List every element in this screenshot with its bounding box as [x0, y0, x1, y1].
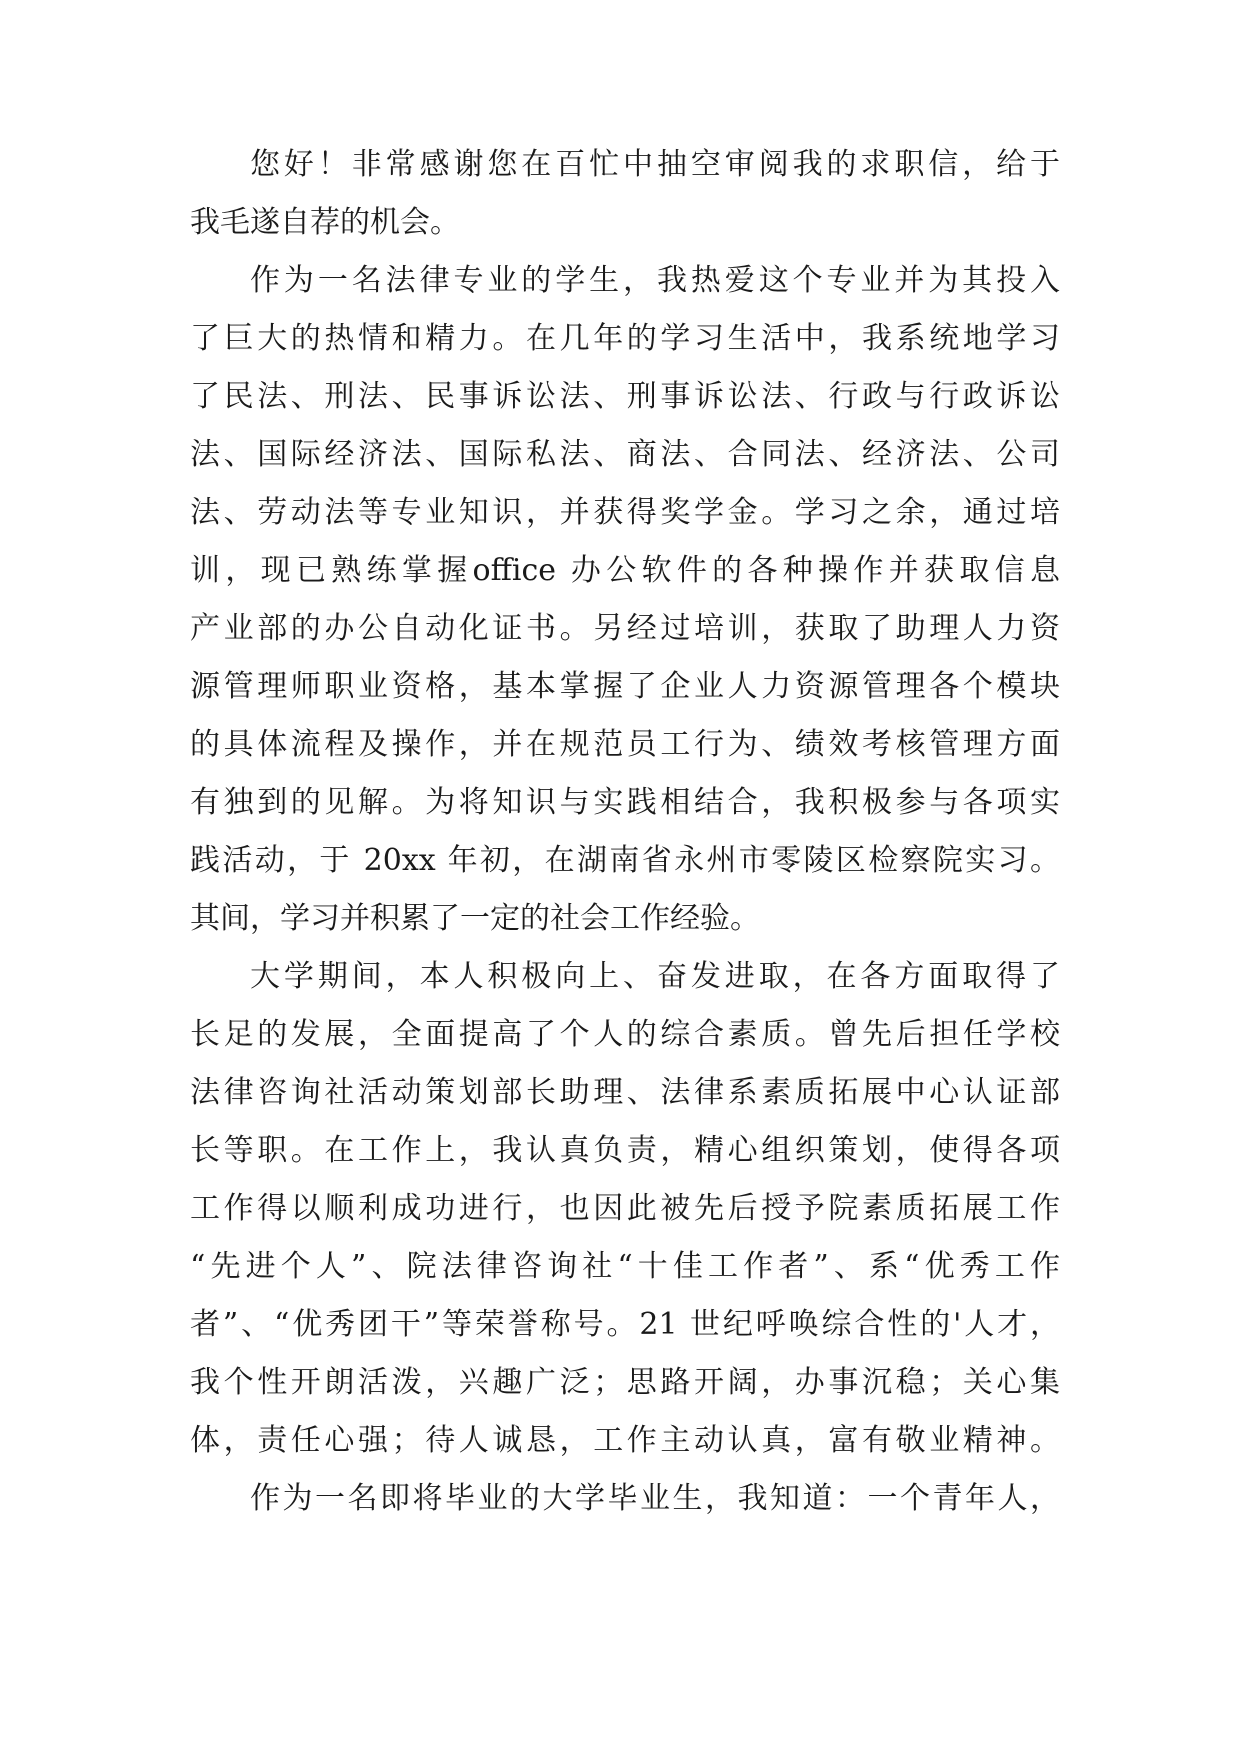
- paragraph-line: 您好！非常感谢您在百忙中抽空审阅我的求职信，给于: [250, 147, 1060, 182]
- paragraph-line: 长等职。在工作上，我认真负责，精心组织策划，使得各项: [190, 1133, 1060, 1168]
- paragraph-line: 践活动，于 20xx 年初，在湖南省永州市零陵区检察院实习。: [190, 843, 1060, 878]
- paragraph-line: 的具体流程及操作，并在规范员工行为、绩效考核管理方面: [190, 727, 1060, 762]
- paragraph-line: 者”、“优秀团干”等荣誉称号。21 世纪呼唤综合性的'人才，: [190, 1307, 1060, 1342]
- paragraph-line: 法、劳动法等专业知识，并获得奖学金。学习之余，通过培: [190, 495, 1060, 530]
- paragraph-line: 法律咨询社活动策划部长助理、法律系素质拓展中心认证部: [190, 1075, 1060, 1110]
- paragraph-line: 有独到的见解。为将知识与实践相结合，我积极参与各项实: [190, 785, 1060, 820]
- paragraph-line: 作为一名即将毕业的大学毕业生，我知道：一个青年人，: [250, 1481, 1060, 1516]
- paragraph-line: 我毛遂自荐的机会。: [190, 205, 460, 240]
- paragraph-line: 长足的发展，全面提高了个人的综合素质。曾先后担任学校: [190, 1017, 1060, 1052]
- paragraph-line: 体，责任心强；待人诚恳，工作主动认真，富有敬业精神。: [190, 1423, 1060, 1458]
- paragraph-line: 我个性开朗活泼，兴趣广泛；思路开阔，办事沉稳；关心集: [190, 1365, 1060, 1400]
- paragraph-line: 工作得以顺利成功进行，也因此被先后授予院素质拓展工作: [190, 1191, 1060, 1226]
- paragraph-line: 了巨大的热情和精力。在几年的学习生活中，我系统地学习: [190, 321, 1060, 356]
- paragraph-line: 大学期间，本人积极向上、奋发进取，在各方面取得了: [250, 959, 1060, 994]
- paragraph-line: 了民法、刑法、民事诉讼法、刑事诉讼法、行政与行政诉讼: [190, 379, 1060, 414]
- paragraph-line: 作为一名法律专业的学生，我热爱这个专业并为其投入: [250, 263, 1060, 298]
- paragraph-line: 训，现已熟练掌握office 办公软件的各种操作并获取信息: [190, 553, 1060, 588]
- paragraph-line: 源管理师职业资格，基本掌握了企业人力资源管理各个模块: [190, 669, 1060, 704]
- paragraph-line: “先进个人”、院法律咨询社“十佳工作者”、系“优秀工作: [190, 1249, 1060, 1284]
- paragraph-line: 其间，学习并积累了一定的社会工作经验。: [190, 901, 760, 936]
- paragraph-line: 法、国际经济法、国际私法、商法、合同法、经济法、公司: [190, 437, 1060, 472]
- paragraph-line: 产业部的办公自动化证书。另经过培训，获取了助理人力资: [190, 611, 1060, 646]
